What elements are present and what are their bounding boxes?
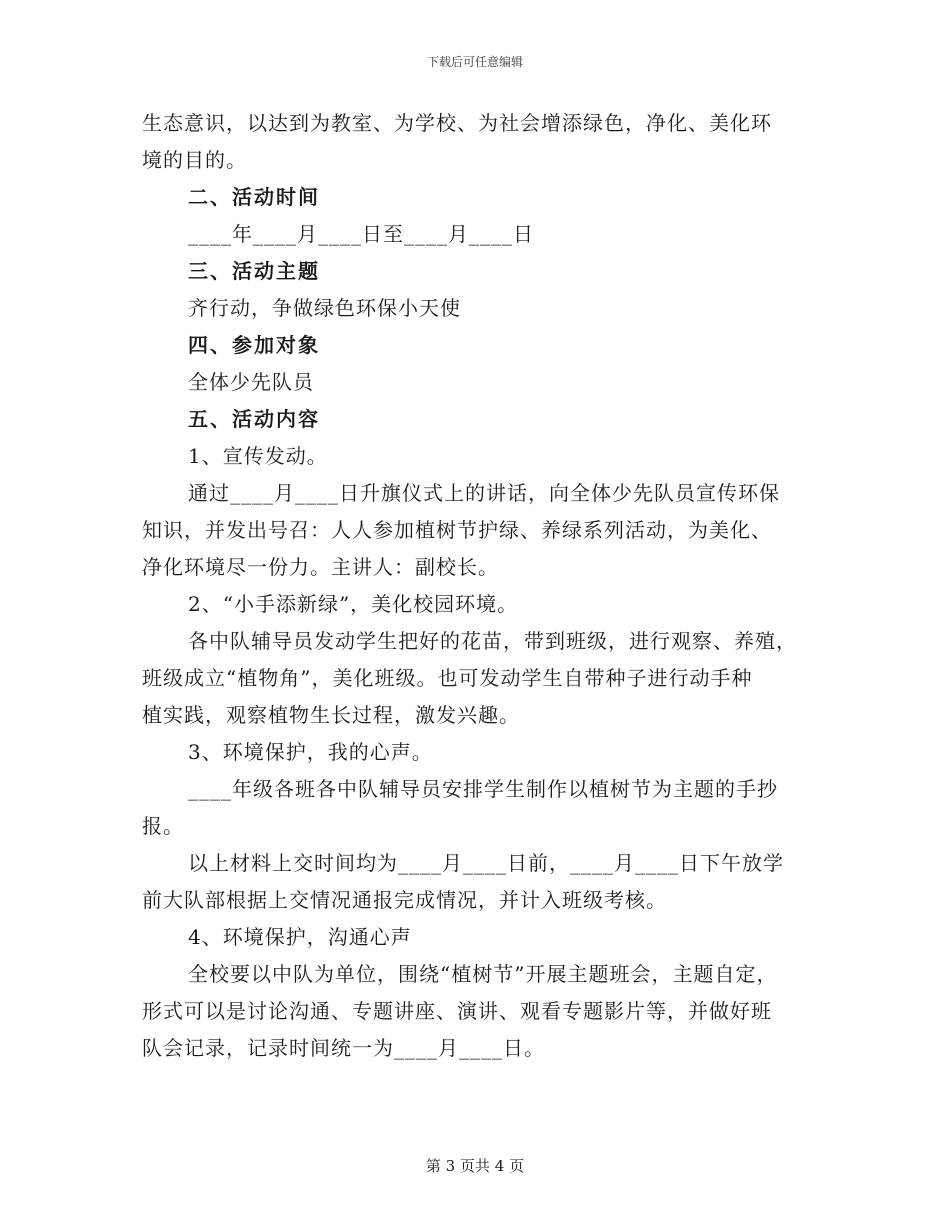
body-line: 班级成立“植物角”，美化班级。也可发动学生自带种子进行动手种 bbox=[142, 666, 753, 690]
body-line: 齐行动，争做绿色环保小天使 bbox=[188, 296, 461, 320]
section-heading: 四、参加对象 bbox=[188, 333, 320, 357]
document-body bbox=[142, 105, 810, 1067]
body-line: 植实践，观察植物生长过程，激发兴趣。 bbox=[142, 703, 520, 727]
body-line: 知识，并发出号召：人人参加植树节护绿、养绿系列活动，为美化、 bbox=[142, 518, 772, 542]
page-footer: 第 3 页共 4 页 bbox=[425, 1157, 525, 1175]
section-heading: 二、活动时间 bbox=[188, 185, 320, 209]
body-line: 净化环境尽一份力。主讲人：副校长。 bbox=[142, 555, 499, 579]
subsection-title: 3、环境保护，我的心声。 bbox=[188, 740, 433, 764]
body-line: 以上材料上交时间均为____月____日前，____月____日下午放学 bbox=[188, 851, 784, 875]
body-line: 全体少先队员 bbox=[188, 370, 314, 394]
body-line: 前大队部根据上交情况通报完成情况，并计入班级考核。 bbox=[142, 888, 667, 912]
body-line: 境的目的。 bbox=[142, 148, 247, 172]
body-line: ____年____月____日至____月____日 bbox=[188, 222, 534, 246]
body-line: 全校要以中队为单位，围绕“植树节”开展主题班会，主题自定， bbox=[188, 962, 778, 986]
subsection-title: 1、宣传发动。 bbox=[188, 444, 328, 468]
body-line: 报。 bbox=[142, 814, 184, 838]
subsection-title: 2、“小手添新绿”，美化校园环境。 bbox=[188, 592, 519, 616]
body-line: 生态意识，以达到为教室、为学校、为社会增添绿色，净化、美化环 bbox=[142, 111, 772, 135]
body-line: 形式可以是讨论沟通、专题讲座、演讲、观看专题影片等，并做好班 bbox=[142, 999, 772, 1023]
body-line: 通过____月____日升旗仪式上的讲话，向全体少先队员宣传环保 bbox=[188, 481, 780, 505]
section-heading: 三、活动主题 bbox=[188, 259, 320, 283]
body-line: ____年级各班各中队辅导员安排学生制作以植树节为主题的手抄 bbox=[188, 777, 778, 801]
page-header: 下载后可任意编辑 bbox=[426, 55, 523, 69]
subsection-title: 4、环境保护，沟通心声 bbox=[188, 925, 412, 949]
section-heading: 五、活动内容 bbox=[188, 407, 320, 431]
body-line: 队会记录，记录时间统一为____月____日。 bbox=[142, 1036, 545, 1060]
body-line: 各中队辅导员发动学生把好的花苗，带到班级，进行观察、养殖， bbox=[188, 629, 797, 653]
